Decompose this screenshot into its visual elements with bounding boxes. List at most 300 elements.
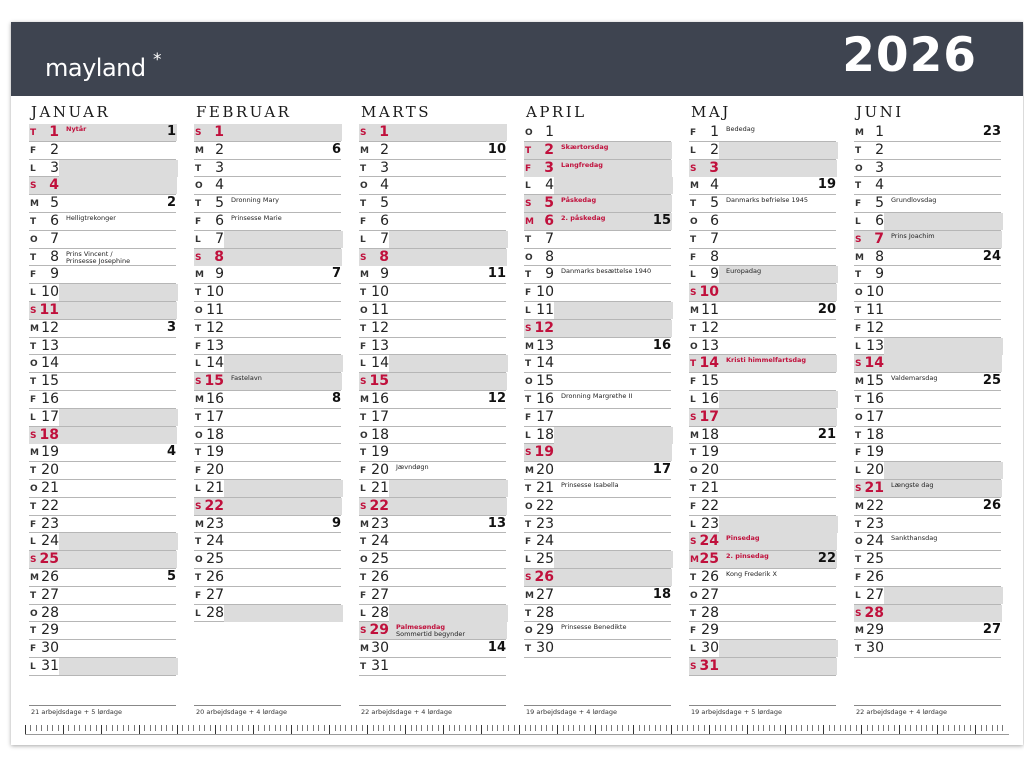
ruler-tick — [872, 725, 873, 731]
day-row[interactable] — [854, 338, 1001, 356]
day-row[interactable] — [854, 462, 1001, 480]
day-row[interactable] — [359, 462, 506, 480]
month-foot-line — [854, 705, 1001, 706]
day-row[interactable] — [194, 373, 341, 391]
day-row[interactable] — [359, 266, 506, 284]
day-row[interactable] — [194, 569, 341, 587]
day-number: 28 — [206, 604, 224, 621]
weekday-letter: S — [690, 537, 697, 548]
day-row[interactable] — [524, 587, 671, 605]
day-row[interactable] — [689, 249, 836, 267]
day-row[interactable] — [689, 533, 836, 551]
ruler-tick — [449, 725, 450, 731]
day-row[interactable] — [689, 355, 836, 373]
day-row[interactable] — [29, 462, 176, 480]
day-number: 9 — [545, 266, 554, 283]
day-number: 3 — [709, 159, 719, 176]
ruler-tick — [660, 725, 661, 731]
day-row[interactable] — [29, 213, 176, 231]
ruler-tick — [389, 725, 390, 731]
day-row[interactable] — [359, 338, 506, 356]
day-row[interactable] — [29, 373, 176, 391]
day-number: 16 — [206, 390, 224, 407]
weekday-letter: L — [360, 359, 366, 370]
day-row[interactable] — [854, 391, 1001, 409]
day-row[interactable] — [194, 284, 341, 302]
day-row[interactable] — [524, 195, 671, 213]
day-row[interactable] — [194, 355, 341, 373]
weekday-letter: O — [195, 430, 203, 441]
day-row[interactable] — [194, 391, 341, 409]
day-row[interactable] — [854, 444, 1001, 462]
day-row[interactable] — [194, 160, 341, 178]
day-row[interactable] — [194, 338, 341, 356]
ruler-tick — [242, 725, 243, 731]
day-number: 13 — [371, 337, 389, 354]
day-row[interactable] — [29, 231, 176, 249]
ruler-tick — [573, 725, 574, 731]
day-row[interactable] — [689, 391, 836, 409]
day-row[interactable] — [29, 338, 176, 356]
day-row[interactable] — [359, 160, 506, 178]
day-row[interactable] — [689, 444, 836, 462]
day-row[interactable] — [854, 622, 1001, 640]
day-row[interactable] — [194, 302, 341, 320]
day-row[interactable] — [359, 302, 506, 320]
day-row[interactable] — [359, 231, 506, 249]
day-number: 7 — [50, 230, 59, 247]
weekday-letter: O — [525, 626, 533, 637]
weekday-letter: F — [855, 323, 862, 334]
day-row[interactable] — [854, 213, 1001, 231]
day-row[interactable] — [29, 160, 176, 178]
day-row[interactable] — [29, 177, 176, 195]
ruler-tick — [709, 725, 710, 734]
day-row[interactable] — [689, 409, 836, 427]
day-shade — [389, 355, 508, 372]
day-row[interactable] — [689, 551, 836, 569]
day-row[interactable] — [29, 320, 176, 338]
day-row[interactable] — [359, 355, 506, 373]
day-row[interactable] — [194, 427, 341, 445]
ruler-tick — [248, 725, 249, 731]
day-number: 26 — [206, 568, 224, 585]
day-row[interactable] — [689, 142, 836, 160]
day-number: 9 — [710, 266, 719, 283]
day-row[interactable] — [29, 284, 176, 302]
day-row[interactable] — [524, 142, 671, 160]
weekday-letter: M — [360, 519, 369, 530]
day-number: 5 — [875, 195, 884, 212]
day-row[interactable] — [854, 587, 1001, 605]
day-row[interactable] — [524, 498, 671, 516]
day-row[interactable] — [29, 587, 176, 605]
ruler-tick — [850, 725, 851, 731]
ruler-tick — [894, 725, 895, 731]
day-row[interactable] — [524, 533, 671, 551]
weekday-letter: T — [525, 394, 532, 405]
ruler-tick — [655, 725, 656, 731]
day-number: 19 — [866, 444, 884, 461]
day-row[interactable] — [854, 427, 1001, 445]
day-row[interactable] — [194, 409, 341, 427]
day-row[interactable] — [194, 266, 341, 284]
day-row[interactable] — [359, 320, 506, 338]
day-number: 8 — [545, 248, 554, 265]
weekday-letter: F — [690, 252, 697, 263]
weekday-letter: S — [30, 305, 37, 316]
day-row[interactable] — [29, 658, 176, 676]
day-row[interactable] — [359, 587, 506, 605]
month-summary: 20 arbejdsdage + 4 lørdage — [196, 708, 288, 716]
day-row[interactable] — [854, 284, 1001, 302]
day-row[interactable] — [689, 124, 836, 142]
day-row[interactable] — [524, 373, 671, 391]
day-row[interactable] — [194, 480, 341, 498]
day-row[interactable] — [854, 480, 1001, 498]
day-row[interactable] — [689, 427, 836, 445]
month-column-marts — [359, 96, 506, 716]
day-row[interactable] — [524, 391, 671, 409]
weekday-letter: T — [195, 323, 202, 334]
ruler-tick — [921, 725, 922, 731]
day-row[interactable] — [689, 569, 836, 587]
day-number: 9 — [875, 266, 884, 283]
ruler-tick — [606, 725, 607, 731]
day-row[interactable] — [29, 551, 176, 569]
day-row[interactable] — [689, 658, 836, 676]
day-row[interactable] — [854, 177, 1001, 195]
ruler-tick — [459, 725, 460, 731]
day-row[interactable] — [194, 213, 341, 231]
day-row[interactable] — [359, 551, 506, 569]
day-shade — [389, 231, 508, 248]
day-row[interactable] — [854, 124, 1001, 142]
month-foot-line — [29, 705, 176, 706]
day-row[interactable] — [689, 640, 836, 658]
ruler-tick — [867, 725, 868, 731]
weekday-letter: L — [195, 234, 201, 245]
ruler-tick — [905, 725, 906, 731]
ruler-tick — [96, 725, 97, 731]
week-number: 8 — [331, 390, 341, 406]
day-row[interactable] — [854, 516, 1001, 534]
day-shade — [554, 177, 673, 194]
day-row[interactable] — [854, 569, 1001, 587]
day-row[interactable] — [689, 213, 836, 231]
weekday-letter: F — [690, 377, 697, 388]
day-row[interactable] — [29, 266, 176, 284]
day-row[interactable] — [854, 302, 1001, 320]
weekday-letter: O — [195, 305, 203, 316]
weekday-letter: O — [690, 341, 698, 352]
day-row[interactable] — [689, 480, 836, 498]
day-row[interactable] — [524, 444, 671, 462]
day-row[interactable] — [194, 516, 341, 534]
day-row[interactable] — [524, 284, 671, 302]
day-note: Dronning Mary — [231, 196, 279, 205]
day-row[interactable] — [29, 516, 176, 534]
ruler-tick — [628, 725, 629, 731]
day-row[interactable] — [194, 320, 341, 338]
ruler-tick — [79, 725, 80, 731]
day-row[interactable] — [359, 498, 506, 516]
day-row[interactable] — [29, 249, 176, 267]
day-number: 14 — [536, 355, 554, 372]
day-row[interactable] — [359, 409, 506, 427]
ruler-tick — [964, 725, 965, 731]
day-row[interactable] — [854, 355, 1001, 373]
ruler-tick — [926, 725, 927, 731]
week-number: 1 — [166, 124, 176, 139]
day-row[interactable] — [524, 622, 671, 640]
day-note: Jævndøgn — [396, 463, 429, 472]
weekday-letter: M — [855, 252, 864, 263]
day-number: 5 — [380, 195, 389, 212]
day-row[interactable] — [524, 462, 671, 480]
day-row[interactable] — [524, 569, 671, 587]
day-row[interactable] — [524, 551, 671, 569]
day-row[interactable] — [689, 320, 836, 338]
day-row[interactable] — [194, 142, 341, 160]
day-row[interactable] — [524, 409, 671, 427]
weekday-letter: F — [360, 216, 367, 227]
day-row[interactable] — [359, 480, 506, 498]
day-row[interactable] — [359, 569, 506, 587]
day-row[interactable] — [29, 444, 176, 462]
weekday-letter: F — [195, 466, 202, 477]
month-title: JUNI — [856, 103, 904, 121]
day-row[interactable] — [194, 587, 341, 605]
day-number: 31 — [699, 657, 719, 674]
day-row[interactable] — [359, 213, 506, 231]
day-number: 6 — [544, 212, 554, 229]
day-row[interactable] — [359, 195, 506, 213]
day-row[interactable] — [29, 622, 176, 640]
weekday-letter: T — [855, 644, 862, 655]
day-shade — [554, 551, 673, 568]
day-row[interactable] — [194, 462, 341, 480]
ruler-tick — [231, 725, 232, 731]
week-number: 27 — [982, 622, 1001, 638]
day-row[interactable] — [689, 266, 836, 284]
ruler-tick — [166, 725, 167, 731]
week-number: 5 — [166, 568, 176, 584]
day-number: 10 — [41, 284, 59, 301]
day-row[interactable] — [29, 480, 176, 498]
day-row[interactable] — [359, 622, 506, 640]
day-row[interactable] — [689, 284, 836, 302]
day-row[interactable] — [524, 160, 671, 178]
day-row[interactable] — [524, 177, 671, 195]
day-row[interactable] — [194, 444, 341, 462]
day-number: 2 — [875, 141, 884, 158]
day-row[interactable] — [29, 409, 176, 427]
weekday-letter: M — [525, 466, 534, 477]
day-row[interactable] — [29, 498, 176, 516]
day-row[interactable] — [689, 462, 836, 480]
day-number: 18 — [536, 426, 554, 443]
day-row[interactable] — [359, 373, 506, 391]
day-row[interactable] — [854, 605, 1001, 623]
week-number: 23 — [982, 124, 1001, 139]
ruler-tick — [992, 725, 993, 731]
day-row[interactable] — [359, 605, 506, 623]
day-row[interactable] — [359, 124, 506, 142]
day-list — [359, 124, 506, 676]
day-row[interactable] — [854, 231, 1001, 249]
day-row[interactable] — [689, 587, 836, 605]
ruler-tick — [139, 725, 140, 734]
day-row[interactable] — [854, 142, 1001, 160]
day-row[interactable] — [194, 533, 341, 551]
day-row[interactable] — [524, 124, 671, 142]
weekday-letter: T — [195, 537, 202, 548]
day-row[interactable] — [524, 266, 671, 284]
day-number: 11 — [536, 301, 554, 318]
day-row[interactable] — [359, 444, 506, 462]
weekday-letter: F — [360, 341, 367, 352]
day-row[interactable] — [524, 605, 671, 623]
ruler-tick — [910, 725, 911, 731]
day-row[interactable] — [689, 231, 836, 249]
day-row[interactable] — [359, 640, 506, 658]
day-number: 11 — [39, 301, 59, 318]
day-row[interactable] — [359, 427, 506, 445]
day-row[interactable] — [29, 640, 176, 658]
day-row[interactable] — [29, 605, 176, 623]
weekday-letter: T — [195, 199, 202, 210]
day-row[interactable] — [854, 195, 1001, 213]
day-row[interactable] — [524, 320, 671, 338]
weekday-letter: O — [855, 163, 863, 174]
ruler-tick — [986, 725, 987, 731]
day-row[interactable] — [194, 605, 341, 623]
day-row[interactable] — [194, 498, 341, 516]
day-row[interactable] — [854, 266, 1001, 284]
day-row[interactable] — [689, 373, 836, 391]
day-row[interactable] — [524, 338, 671, 356]
day-note: 2. pinsedag — [726, 552, 769, 561]
day-row[interactable] — [854, 640, 1001, 658]
day-row[interactable] — [689, 338, 836, 356]
day-row[interactable] — [359, 533, 506, 551]
ruler-tick — [552, 725, 553, 731]
day-row[interactable] — [854, 249, 1001, 267]
day-row[interactable] — [29, 533, 176, 551]
day-row[interactable] — [689, 177, 836, 195]
day-row[interactable] — [854, 409, 1001, 427]
day-row[interactable] — [359, 284, 506, 302]
day-number: 7 — [545, 230, 554, 247]
day-number: 24 — [206, 533, 224, 550]
day-row[interactable] — [689, 160, 836, 178]
weekday-letter: T — [30, 466, 37, 477]
ruler-tick — [769, 725, 770, 731]
day-row[interactable] — [194, 195, 341, 213]
day-shade — [719, 142, 838, 159]
day-row[interactable] — [689, 195, 836, 213]
ruler-tick — [144, 725, 145, 731]
day-row[interactable] — [524, 231, 671, 249]
day-row[interactable] — [689, 605, 836, 623]
day-row[interactable] — [359, 658, 506, 676]
month-foot-line — [689, 705, 836, 706]
day-number: 30 — [371, 640, 389, 657]
day-row[interactable] — [524, 302, 671, 320]
day-shade — [59, 533, 178, 550]
ruler-tick — [416, 725, 417, 731]
weekday-letter: L — [690, 394, 696, 405]
weekday-letter: S — [855, 608, 862, 619]
day-row[interactable] — [194, 551, 341, 569]
day-row[interactable] — [194, 124, 341, 142]
day-row[interactable] — [524, 355, 671, 373]
day-row[interactable] — [524, 249, 671, 267]
day-number: 12 — [534, 319, 554, 336]
day-row[interactable] — [359, 516, 506, 534]
day-row[interactable] — [854, 533, 1001, 551]
day-number: 28 — [701, 604, 719, 621]
weekday-letter: S — [690, 163, 697, 174]
ruler-tick — [975, 725, 976, 734]
day-row[interactable] — [854, 498, 1001, 516]
day-row[interactable] — [689, 302, 836, 320]
day-number: 14 — [699, 355, 719, 372]
day-row[interactable] — [29, 427, 176, 445]
day-number: 26 — [866, 568, 884, 585]
day-number: 19 — [41, 444, 59, 461]
day-row[interactable] — [854, 160, 1001, 178]
ruler-tick — [275, 725, 276, 731]
day-row[interactable] — [689, 516, 836, 534]
day-row[interactable] — [359, 177, 506, 195]
day-row[interactable] — [29, 355, 176, 373]
day-number: 20 — [536, 462, 554, 479]
day-row[interactable] — [194, 249, 341, 267]
day-number: 15 — [41, 373, 59, 390]
day-row[interactable] — [854, 320, 1001, 338]
day-row[interactable] — [854, 373, 1001, 391]
day-number: 4 — [710, 177, 719, 194]
day-row[interactable] — [524, 640, 671, 658]
day-row[interactable] — [524, 213, 671, 231]
day-row[interactable] — [359, 249, 506, 267]
day-row[interactable] — [689, 498, 836, 516]
day-row[interactable] — [29, 142, 176, 160]
day-row[interactable] — [854, 551, 1001, 569]
weekday-letter: O — [30, 608, 38, 619]
day-row[interactable] — [689, 622, 836, 640]
ruler-tick — [134, 725, 135, 731]
day-list — [689, 124, 836, 676]
weekday-letter: F — [360, 466, 367, 477]
day-row[interactable] — [29, 195, 176, 213]
day-row[interactable] — [194, 231, 341, 249]
ruler-tick — [90, 725, 91, 731]
day-row[interactable] — [524, 427, 671, 445]
day-row[interactable] — [29, 569, 176, 587]
day-row[interactable] — [524, 480, 671, 498]
day-row[interactable] — [524, 516, 671, 534]
day-row[interactable] — [359, 142, 506, 160]
day-row[interactable] — [194, 177, 341, 195]
day-row[interactable] — [359, 391, 506, 409]
day-row[interactable] — [29, 302, 176, 320]
day-row[interactable] — [29, 391, 176, 409]
day-row[interactable] — [29, 124, 176, 142]
ruler-tick — [58, 725, 59, 731]
